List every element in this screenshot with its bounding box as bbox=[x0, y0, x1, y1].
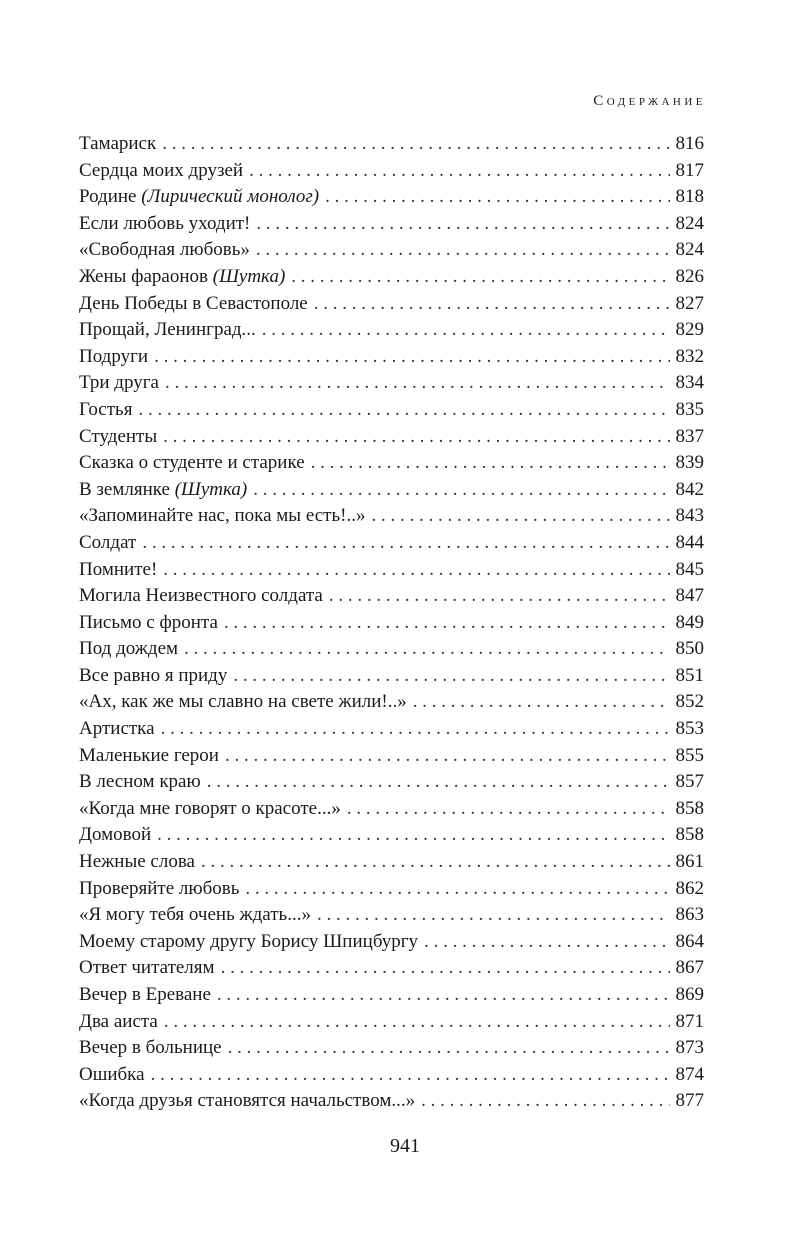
toc-entry-title bbox=[79, 796, 347, 823]
toc-entry-title-text: Нежные слова bbox=[79, 851, 195, 873]
toc-entry-page-number: 858 bbox=[675, 797, 704, 819]
toc-entry bbox=[79, 450, 704, 477]
toc-entry-page-number: 845 bbox=[675, 558, 704, 580]
toc-entry-page-number: 839 bbox=[675, 452, 704, 474]
dot-leader bbox=[233, 663, 669, 690]
dot-leader bbox=[256, 211, 669, 238]
toc-entry bbox=[79, 583, 704, 610]
toc-entry-title-text: Гостья bbox=[79, 398, 133, 420]
toc-entry bbox=[79, 424, 704, 451]
toc-entry-title bbox=[79, 849, 201, 876]
dot-leader bbox=[347, 796, 670, 823]
dot-leader bbox=[253, 477, 669, 504]
toc-entry-title-text: В землянке bbox=[79, 478, 175, 500]
toc-entry-title-text: Студенты bbox=[79, 425, 158, 447]
toc-entry bbox=[79, 1009, 704, 1036]
toc-entry bbox=[79, 477, 704, 504]
toc-entry bbox=[79, 158, 704, 185]
dot-leader bbox=[256, 237, 670, 264]
toc-entry-title bbox=[79, 610, 224, 637]
toc-entry bbox=[79, 530, 704, 557]
toc-entry bbox=[79, 822, 704, 849]
toc-entry-title bbox=[79, 902, 317, 929]
dot-leader bbox=[325, 184, 669, 211]
toc-entry bbox=[79, 344, 704, 371]
toc-entry bbox=[79, 955, 704, 982]
toc-entry-title bbox=[79, 131, 162, 158]
toc-entry-title-text: Моему старому другу Борису Шпицбургу bbox=[79, 930, 419, 952]
dot-leader bbox=[245, 876, 669, 903]
toc-entry bbox=[79, 397, 704, 424]
toc-entry-title-text: Два аиста bbox=[79, 1010, 158, 1032]
toc-entry-page-number: 818 bbox=[675, 186, 704, 208]
dot-leader bbox=[201, 849, 670, 876]
toc-entry-title-text: Тамариск bbox=[79, 133, 157, 154]
dot-leader bbox=[225, 743, 670, 770]
toc-entry-page-number: 832 bbox=[675, 345, 704, 367]
toc-entry-page-number: 863 bbox=[675, 904, 704, 926]
dot-leader bbox=[329, 583, 670, 610]
toc-entry-title bbox=[79, 1062, 151, 1089]
toc-entry-title bbox=[79, 955, 221, 982]
toc-entry-title-text: Если любовь уходит! bbox=[79, 212, 251, 234]
toc-entry-title-text: «Когда мне говорят о красоте...» bbox=[79, 797, 341, 819]
toc-entry bbox=[79, 689, 704, 716]
toc-entry-page-number: 816 bbox=[675, 133, 704, 154]
toc-entry-title bbox=[79, 689, 413, 716]
page-number: 941 bbox=[390, 1135, 420, 1157]
toc-entry bbox=[79, 663, 704, 690]
toc-entry-title-text: Вечер в Ереване bbox=[79, 984, 211, 1005]
toc-entry-title-text: Жены фараонов bbox=[79, 265, 213, 287]
toc-entry-title-text: Проверяйте любовь bbox=[79, 877, 240, 899]
dot-leader bbox=[161, 716, 670, 743]
toc-entry-page-number: 829 bbox=[675, 319, 704, 341]
toc-entry bbox=[79, 1088, 704, 1115]
toc-entry-page-number: 849 bbox=[675, 611, 704, 633]
toc-entry-title bbox=[79, 663, 233, 690]
toc-entry-title-text: День Победы в Севастополе bbox=[79, 292, 308, 314]
toc-entry-title-text: «Когда друзья становятся начальством...» bbox=[79, 1090, 416, 1112]
toc-entry-title-text: Подруги bbox=[79, 345, 149, 367]
toc-entry-title bbox=[79, 557, 163, 584]
dot-leader bbox=[154, 344, 669, 371]
toc-entry-note: (Шутка) bbox=[212, 265, 286, 287]
toc-entry-title-text: Под дождем bbox=[79, 638, 179, 660]
toc-entry-title bbox=[79, 1009, 164, 1036]
toc-entry-title bbox=[79, 397, 138, 424]
toc-entry-title-text: Ответ читателям bbox=[79, 957, 215, 979]
toc-entry-note: (Лирический монолог) bbox=[141, 186, 320, 208]
toc-entry-title-text: Могила Неизвестного солдата bbox=[79, 585, 323, 607]
toc-entry-title-text: Солдат bbox=[79, 531, 137, 553]
dot-leader bbox=[207, 769, 670, 796]
toc-entry-title bbox=[79, 530, 142, 557]
toc-entry bbox=[79, 796, 704, 823]
toc-entry bbox=[79, 849, 704, 876]
toc-entry-page-number: 844 bbox=[675, 531, 704, 553]
toc-entry-title bbox=[79, 1088, 421, 1115]
toc-entry-page-number: 827 bbox=[675, 292, 704, 314]
toc-entry-title bbox=[79, 503, 371, 530]
dot-leader bbox=[224, 610, 670, 637]
toc-entry-title bbox=[79, 636, 184, 663]
toc-entry-page-number: 857 bbox=[675, 771, 704, 793]
toc-entry bbox=[79, 716, 704, 743]
dot-leader bbox=[162, 131, 669, 158]
dot-leader bbox=[217, 982, 670, 1009]
toc-entry bbox=[79, 982, 704, 1009]
toc-entry-page-number: 874 bbox=[675, 1063, 704, 1085]
toc-entry-title bbox=[79, 237, 256, 264]
dot-leader bbox=[151, 1062, 670, 1089]
toc-entry-title-text: Артистка bbox=[79, 718, 155, 740]
toc-entry-title-text: «Запоминайте нас, пока мы есть!..» bbox=[79, 505, 366, 527]
toc-entry-title-text: Все равно я приду bbox=[79, 664, 228, 686]
toc-entry-page-number: 862 bbox=[675, 877, 704, 899]
toc-entry-title-text: Ошибка bbox=[79, 1063, 145, 1085]
dot-leader bbox=[413, 689, 670, 716]
toc-entry bbox=[79, 876, 704, 903]
dot-leader bbox=[262, 317, 670, 344]
toc-entry bbox=[79, 557, 704, 584]
toc-entry-page-number: 871 bbox=[675, 1010, 704, 1032]
toc-entry-page-number: 861 bbox=[675, 851, 704, 873]
toc-entry-title-text: Письмо с фронта bbox=[79, 611, 218, 633]
toc-entry-page-number: 858 bbox=[675, 824, 704, 846]
toc-entry-title-text: Помните! bbox=[79, 558, 158, 580]
toc-entry-page-number: 877 bbox=[675, 1090, 704, 1112]
toc-entry-title-text: Сказка о студенте и старике bbox=[79, 452, 305, 474]
dot-leader bbox=[317, 902, 670, 929]
toc-entry-page-number: 847 bbox=[675, 585, 704, 607]
toc-entry-title bbox=[79, 583, 329, 610]
toc-entry-page-number: 817 bbox=[675, 159, 704, 181]
toc-entry-page-number: 824 bbox=[675, 239, 704, 261]
toc-entry-title bbox=[79, 344, 154, 371]
toc-entry-title-text: Домовой bbox=[79, 824, 152, 846]
toc-entry-title-text: Вечер в больнице bbox=[79, 1037, 222, 1059]
dot-leader bbox=[163, 557, 669, 584]
toc-entry bbox=[79, 902, 704, 929]
toc-entry bbox=[79, 291, 704, 318]
toc-entry-title bbox=[79, 291, 314, 318]
toc-entry-page-number: 852 bbox=[675, 691, 704, 713]
dot-leader bbox=[249, 158, 669, 185]
toc-entry-page-number: 837 bbox=[675, 425, 704, 447]
toc-entry-title bbox=[79, 158, 249, 185]
toc-entry-title-text: «Я могу тебя очень ждать...» bbox=[79, 904, 311, 926]
toc-entry-page-number: 842 bbox=[675, 478, 704, 500]
toc-entry-title bbox=[79, 1035, 228, 1062]
toc-entry bbox=[79, 636, 704, 663]
toc-entry-title-text: Прощай, Ленинград... bbox=[79, 319, 256, 341]
toc-entry-page-number: 824 bbox=[675, 212, 704, 234]
dot-leader bbox=[221, 955, 670, 982]
toc-entry-page-number: 843 bbox=[675, 505, 704, 527]
toc-entry-title bbox=[79, 929, 424, 956]
dot-leader bbox=[142, 530, 669, 557]
dot-leader bbox=[311, 450, 670, 477]
toc-entry-title bbox=[79, 769, 207, 796]
toc-entry-page-number: 835 bbox=[675, 398, 704, 420]
toc-entry-title-text: В лесном краю bbox=[79, 771, 201, 793]
toc-entry-title bbox=[79, 716, 161, 743]
toc-entry-title bbox=[79, 264, 291, 291]
table-of-contents bbox=[79, 131, 704, 1115]
toc-entry bbox=[79, 211, 704, 238]
toc-entry-title bbox=[79, 370, 165, 397]
toc-entry-title bbox=[79, 743, 225, 770]
toc-entry-page-number: 834 bbox=[675, 372, 704, 394]
toc-entry bbox=[79, 131, 704, 158]
toc-entry-title bbox=[79, 822, 157, 849]
toc-entry bbox=[79, 1035, 704, 1062]
dot-leader bbox=[138, 397, 669, 424]
toc-entry-page-number: 873 bbox=[675, 1037, 704, 1059]
toc-entry-title-text: «Свободная любовь» bbox=[79, 239, 250, 261]
toc-entry bbox=[79, 769, 704, 796]
toc-entry-title bbox=[79, 424, 163, 451]
toc-entry-title bbox=[79, 982, 217, 1009]
toc-entry-page-number: 826 bbox=[675, 265, 704, 287]
toc-entry bbox=[79, 264, 704, 291]
dot-leader bbox=[164, 1009, 670, 1036]
dot-leader bbox=[184, 636, 669, 663]
toc-entry-title-text: Три друга bbox=[79, 372, 159, 394]
toc-entry-page-number: 864 bbox=[675, 930, 704, 952]
toc-entry-page-number: 853 bbox=[675, 718, 704, 740]
running-header: Содержание bbox=[593, 93, 706, 109]
toc-entry bbox=[79, 743, 704, 770]
toc-entry bbox=[79, 317, 704, 344]
dot-leader bbox=[157, 822, 669, 849]
toc-entry bbox=[79, 503, 704, 530]
toc-entry-title bbox=[79, 184, 325, 211]
toc-entry-title bbox=[79, 450, 311, 477]
toc-entry-title-text: Сердца моих друзей bbox=[79, 159, 244, 181]
toc-entry bbox=[79, 184, 704, 211]
toc-entry-title-text: Родине bbox=[79, 186, 142, 208]
toc-entry-page-number: 855 bbox=[675, 744, 704, 766]
dot-leader bbox=[165, 370, 670, 397]
toc-entry-page-number: 850 bbox=[675, 638, 704, 660]
dot-leader bbox=[314, 291, 670, 318]
toc-entry-page-number: 869 bbox=[675, 984, 704, 1005]
toc-entry-title-text: Маленькие герои bbox=[79, 744, 219, 766]
toc-entry-page-number: 867 bbox=[675, 957, 704, 979]
toc-entry bbox=[79, 1062, 704, 1089]
toc-entry-title bbox=[79, 317, 262, 344]
dot-leader bbox=[163, 424, 669, 451]
toc-entry-title-text: «Ах, как же мы славно на свете жили!..» bbox=[79, 691, 407, 713]
toc-entry-note: (Шутка) bbox=[174, 478, 248, 500]
toc-entry bbox=[79, 929, 704, 956]
toc-entry bbox=[79, 610, 704, 637]
toc-entry bbox=[79, 237, 704, 264]
toc-entry-page-number: 851 bbox=[675, 664, 704, 686]
toc-entry-title bbox=[79, 211, 256, 238]
dot-leader bbox=[424, 929, 669, 956]
dot-leader bbox=[228, 1035, 670, 1062]
toc-entry bbox=[79, 370, 704, 397]
toc-entry-title bbox=[79, 477, 253, 504]
toc-entry-title bbox=[79, 876, 245, 903]
dot-leader bbox=[371, 503, 669, 530]
dot-leader bbox=[421, 1088, 669, 1115]
dot-leader bbox=[291, 264, 669, 291]
